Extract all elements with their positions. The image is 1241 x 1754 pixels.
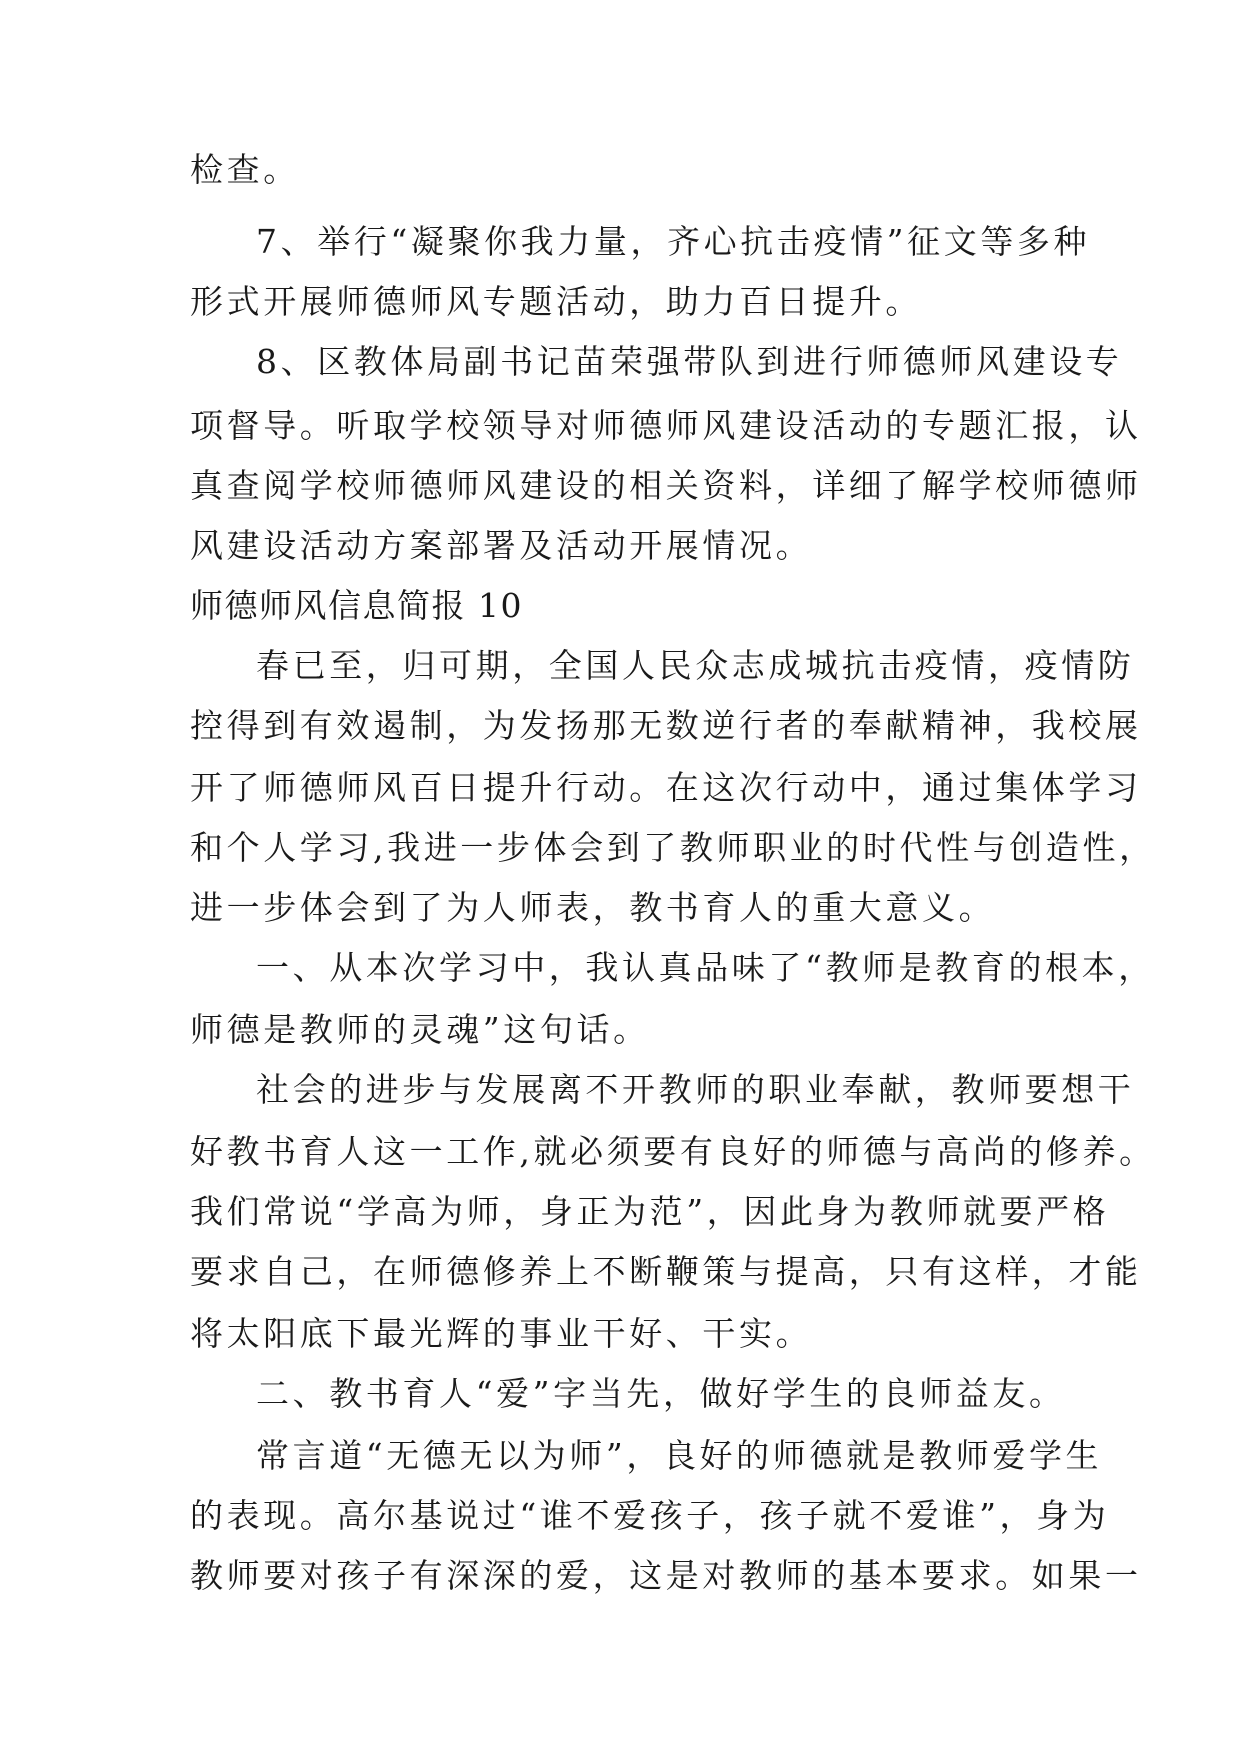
text-line: 真查阅学校师德师风建设的相关资料，详细了解学校师德师 <box>190 466 1142 505</box>
text-line: 项督导。听取学校领导对师德师风建设活动的专题汇报，认 <box>190 406 1142 445</box>
text-line: 要求自己，在师德修养上不断鞭策与提高，只有这样，才能 <box>190 1252 1142 1291</box>
text-line: 形式开展师德师风专题活动，助力百日提升。 <box>190 282 922 321</box>
text-line: 的表现。高尔基说过“谁不爱孩子，孩子就不爱谁”，身为 <box>190 1496 1110 1535</box>
text-line: 春已至，归可期，全国人民众志成城抗击疫情，疫情防 <box>256 646 1135 685</box>
text-line: 常言道“无德无以为师”，良好的师德就是教师爱学生 <box>256 1436 1103 1475</box>
text-line: 检查。 <box>190 150 300 189</box>
text-line: 师德是教师的灵魂”这句话。 <box>190 1010 650 1049</box>
text-line: 我们常说“学高为师，身正为范”，因此身为教师就要严格 <box>190 1192 1110 1231</box>
text-line: 社会的进步与发展离不开教师的职业奉献，教师要想干 <box>256 1070 1135 1109</box>
text-line: 将太阳底下最光辉的事业干好、干实。 <box>190 1314 813 1353</box>
text-line: 进一步体会到了为人师表，教书育人的重大意义。 <box>190 888 996 927</box>
text-line: 教师要对孩子有深深的爱，这是对教师的基本要求。如果一 <box>190 1556 1142 1595</box>
section-heading: 师德师风信息简报 10 <box>190 586 523 625</box>
text-line: 7、举行“凝聚你我力量，齐心抗击疫情”征文等多种 <box>256 222 1091 261</box>
text-line: 8、区教体局副书记苗荣强带队到进行师德师风建设专 <box>256 342 1123 381</box>
text-line: 控得到有效遏制，为发扬那无数逆行者的奉献精神，我校展 <box>190 706 1142 745</box>
text-line: 风建设活动方案部署及活动开展情况。 <box>190 526 813 565</box>
text-line: 二、教书育人“爱”字当先，做好学生的良师益友。 <box>256 1374 1066 1413</box>
text-line: 开了师德师风百日提升行动。在这次行动中，通过集体学习 <box>190 768 1142 807</box>
text-line: 一、从本次学习中，我认真品味了“教师是教育的根本， <box>256 948 1155 987</box>
text-line: 好教书育人这一工作,就必须要有良好的师德与高尚的修养。 <box>190 1132 1156 1171</box>
text-line: 和个人学习,我进一步体会到了教师职业的时代性与创造性， <box>190 828 1156 867</box>
